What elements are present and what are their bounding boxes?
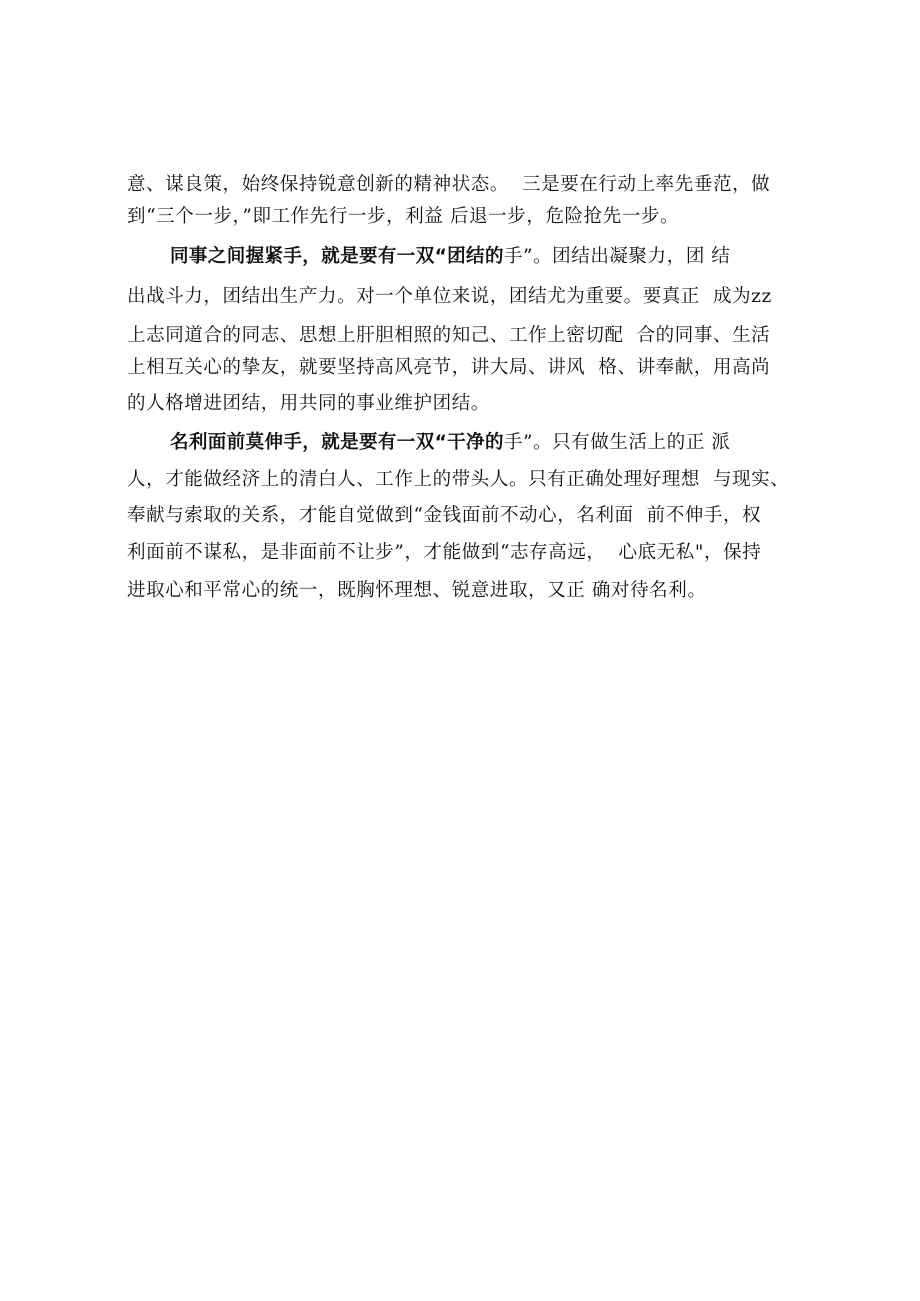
paragraph-3-line-2: 人，才能做经济上的清白人、工作上的带头人。只有正确处理好理想 与现实、 <box>127 469 790 490</box>
paragraph-3-line-5: 进取心和平常心的统一，既胸怀理想、锐意进取，又正 确对待名利。 <box>127 580 707 601</box>
paragraph-2-heading: 同事之间握紧手，就是要有一双“团结的 <box>170 246 504 267</box>
paragraph-1-line-1: 意、谋良策，始终保持锐意创新的精神状态。 三是要在行动上率先垂范，做 <box>127 174 771 195</box>
paragraph-3-heading: 名利面前莫伸手，就是要有一双“干净的 <box>170 432 504 453</box>
paragraph-2-first-line-rest: 手”。团结出凝聚力，团 结 <box>503 246 731 267</box>
paragraph-2-line-3: 上志同道合的同志、思想上肝胆相照的知己、工作上密切配 合的同事、生活 <box>127 325 771 346</box>
paragraph-2-line-2: 出战斗力，团结出生产力。对一个单位来说，团结尤为重要。要真正 成为zz <box>127 286 772 307</box>
paragraph-2-line-5: 的人格增进团结，用共同的事业维护团结。 <box>127 393 490 414</box>
paragraph-3-line-4: 利面前不谋私，是非面前不让步”，才能做到“志存高远， 心底无私"，保持 <box>127 542 762 563</box>
paragraph-1-line-2: 到“三个一步，”即工作先行一步，利益 后退一步，危险抢先一步。 <box>127 206 680 227</box>
paragraph-2-first-line <box>170 241 810 273</box>
paragraph-2-line-4: 上相互关心的挚友，就要坚持高风亮节，讲大局、讲风 格、讲奉献，用高尚 <box>127 357 771 378</box>
paragraph-3-first-line-rest: 手”。只有做生活上的正 派 <box>503 432 731 453</box>
paragraph-3-first-line <box>170 427 810 459</box>
paragraph-3-line-3: 奉献与索取的关系，才能自觉做到“金钱面前不动心，名利面 前不伸手，权 <box>127 505 762 526</box>
